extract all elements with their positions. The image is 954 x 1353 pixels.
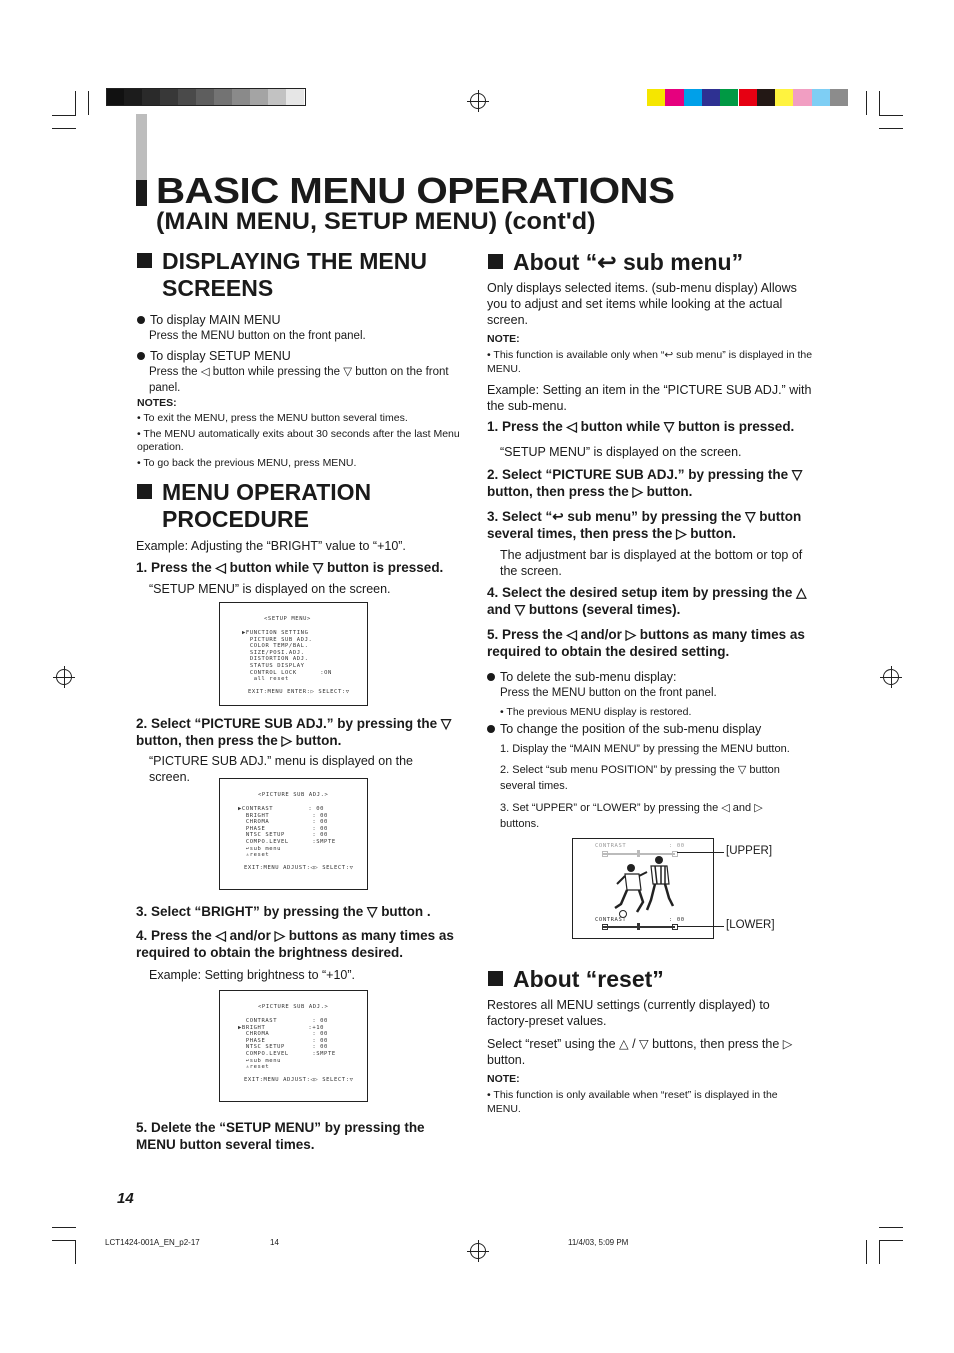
screen-footer: EXIT:MENU ADJUST:◁▷ SELECT:▽	[244, 1077, 354, 1083]
page-title: BASIC MENU OPERATIONS	[156, 170, 675, 211]
left-step-4: 4. Press the ◁ and/or ▷ buttons as many times as required to obtain the brightness desired.	[136, 928, 454, 960]
registration-mark-bottom	[470, 1243, 486, 1259]
setup-menu-screen	[219, 602, 368, 706]
soccer-players-image	[613, 854, 679, 920]
page-number: 14	[117, 1190, 134, 1207]
left-step-1-note: “SETUP MENU” is displayed on the screen.	[149, 582, 391, 596]
lower-bar-value: : 00	[669, 917, 685, 923]
bullet-main-menu: To display MAIN MENU Press the MENU button on the front panel.	[137, 312, 467, 344]
bullet-icon	[487, 725, 495, 733]
submenu-position-illustration	[572, 838, 714, 939]
upper-bar-minus-box	[602, 851, 608, 857]
brightness-screen	[219, 990, 368, 1102]
footer-filename: LCT1424-001A_EN_p2-17	[105, 1238, 200, 1247]
notes-list: • To exit the MENU, press the MENU button several times. • The MENU automatically exits about 30 seconds after the last Menu operation. • To go back the previous MENU, press MENU.	[137, 412, 460, 469]
heading-about-sub-menu: About “↩ sub menu”	[488, 249, 828, 276]
upper-label: [UPPER]	[726, 845, 773, 857]
left-step-4-note: Example: Setting brightness to “+10”.	[149, 968, 356, 982]
right-step-1-note: “SETUP MENU” is displayed on the screen.	[500, 445, 742, 459]
right-example: Example: Setting an item in the “PICTURE SUB ADJ.” with the sub-menu.	[487, 383, 812, 413]
right-step-4: 4. Select the desired setup item by pressing the △ and ▽ buttons (several times).	[487, 585, 807, 617]
picture-sub-adj-screen	[219, 778, 368, 890]
color-swatch	[720, 89, 738, 106]
heading-square-icon	[137, 484, 152, 499]
color-swatch	[812, 89, 830, 106]
screen-footer: EXIT:MENU ENTER:▷ SELECT:▽	[248, 689, 350, 695]
reset-text: Restores all MENU settings (currently displayed) to factory-preset values.	[487, 998, 770, 1028]
screen-footer: EXIT:MENU ADJUST:◁▷ SELECT:▽	[244, 865, 354, 871]
bullet-delete-submenu: To delete the sub-menu display: Press the MENU button on the front panel. • The previous MENU display is restored.	[487, 669, 817, 720]
color-swatch	[830, 89, 848, 106]
note-text: • This function is available only when “↩ sub menu” is displayed in the MENU.	[487, 349, 813, 375]
color-swatch	[793, 89, 811, 106]
note-label: NOTE:	[487, 333, 520, 345]
heading-displaying-menu: DISPLAYING THE MENU SCREENS	[137, 248, 457, 302]
sub-menu-intro: Only displays selected items. (sub-menu display) Allows you to adjust and set items while looking at the actual screen.	[487, 281, 797, 327]
lower-bar-label: CONTRAST	[595, 917, 627, 923]
reset-note-label: NOTE:	[487, 1073, 520, 1085]
color-swatch	[739, 89, 757, 106]
lower-bar-minus-box	[602, 924, 608, 930]
lower-bar-plus-box	[672, 924, 678, 930]
footer-date: 11/4/03, 5:09 PM	[568, 1238, 629, 1247]
left-step-3: 3. Select “BRIGHT” by pressing the ▽ button .	[136, 904, 431, 919]
screen-title: <PICTURE SUB ADJ.>	[258, 1004, 329, 1010]
left-step-1: 1. Press the ◁ button while ▽ button is pressed.	[136, 560, 444, 575]
notes-label: NOTES:	[137, 397, 177, 409]
left-step-2: 2. Select “PICTURE SUB ADJ.” by pressing the ▽ button, then press the ▷ button.	[136, 716, 452, 748]
title-block-marker	[136, 180, 147, 206]
color-swatch	[684, 89, 702, 106]
upper-callout-line	[677, 852, 724, 853]
registration-mark-left	[56, 669, 72, 685]
bullet-change-position: To change the position of the sub-menu display 1. Display the “MAIN MENU” by pressing the MENU button. 2. Select “sub menu POSITION” by pressing the ▽ button several times. 3. Set “UPPER” or “LOWER” by pressing the ◁ and ▷ buttons.	[487, 721, 817, 832]
color-swatch	[775, 89, 793, 106]
page-subtitle: (MAIN MENU, SETUP MENU) (cont'd)	[156, 208, 596, 235]
screen-title: <PICTURE SUB ADJ.>	[258, 792, 329, 798]
left-step-5: 5. Delete the “SETUP MENU” by pressing the MENU button several times.	[136, 1120, 425, 1152]
bullet-setup-menu: To display SETUP MENU Press the ◁ button while pressing the ▽ button on the front panel.	[137, 348, 467, 396]
right-step-5: 5. Press the ◁ and/or ▷ buttons as many times as required to obtain the desired setting.	[487, 627, 805, 659]
right-step-3: 3. Select “↩ sub menu” by pressing the ▽ button several times, then press the ▷ button.	[487, 509, 802, 541]
upper-bar-value: : 00	[669, 843, 685, 849]
example-text: Example: Adjusting the “BRIGHT” value to “+10”.	[136, 539, 406, 553]
screen-lines: ▶CONTRAST : 00 BRIGHT : 00 CHROMA : 00 PHASE : 00 NTSC SETUP : 00 COMPO.LEVEL :SMPTE ↩sub menu ▵reset	[238, 806, 336, 859]
right-step-2: 2. Select “PICTURE SUB ADJ.” by pressing the ▽ button, then press the ▷ button.	[487, 467, 803, 499]
heading-square-icon	[488, 254, 503, 269]
reset-note: • This function is only available when “reset” is displayed in the MENU.	[487, 1089, 778, 1115]
right-step-3-note: The adjustment bar is displayed at the bottom or top of the screen.	[500, 548, 803, 578]
screen-lines: CONTRAST : 00 ▶BRIGHT :+10 CHROMA : 00 PHASE : 00 NTSC SETUP : 00 COMPO.LEVEL :SMPTE ↩sub menu ▵reset	[238, 1018, 336, 1071]
heading-about-reset: About “reset”	[488, 966, 818, 993]
heading-square-icon	[137, 253, 152, 268]
right-step-1: 1. Press the ◁ button while ▽ button is pressed.	[487, 419, 795, 434]
heading-menu-operation: MENU OPERATION PROCEDURE	[137, 479, 457, 533]
registration-mark-right	[883, 669, 899, 685]
color-swatch	[702, 89, 720, 106]
screen-title: <SETUP MENU>	[264, 616, 311, 622]
left-step-2-note: “PICTURE SUB ADJ.” menu is displayed on the screen.	[149, 754, 413, 784]
lower-callout-line	[677, 926, 724, 927]
lower-bar-marker	[637, 923, 640, 930]
heading-square-icon	[488, 971, 503, 986]
footer-page: 14	[270, 1238, 279, 1247]
bullet-icon	[137, 316, 145, 324]
reset-how: Select “reset” using the △ / ▽ buttons, then press the ▷ button.	[487, 1037, 793, 1067]
color-swatch	[757, 89, 775, 106]
swatch-border-left	[106, 88, 306, 106]
color-swatch	[665, 89, 683, 106]
screen-lines: ▶FUNCTION SETTING PICTURE SUB ADJ. COLOR TEMP/BAL. SIZE/POSI.ADJ. DISTORTION ADJ. STATUS DISPLAY CONTROL LOCK :ON all reset	[242, 630, 332, 683]
color-swatch	[647, 89, 665, 106]
lower-label: [LOWER]	[726, 919, 775, 931]
upper-bar-label: CONTRAST	[595, 843, 627, 849]
bullet-icon	[487, 673, 495, 681]
registration-mark-top	[470, 93, 486, 109]
bullet-icon	[137, 352, 145, 360]
